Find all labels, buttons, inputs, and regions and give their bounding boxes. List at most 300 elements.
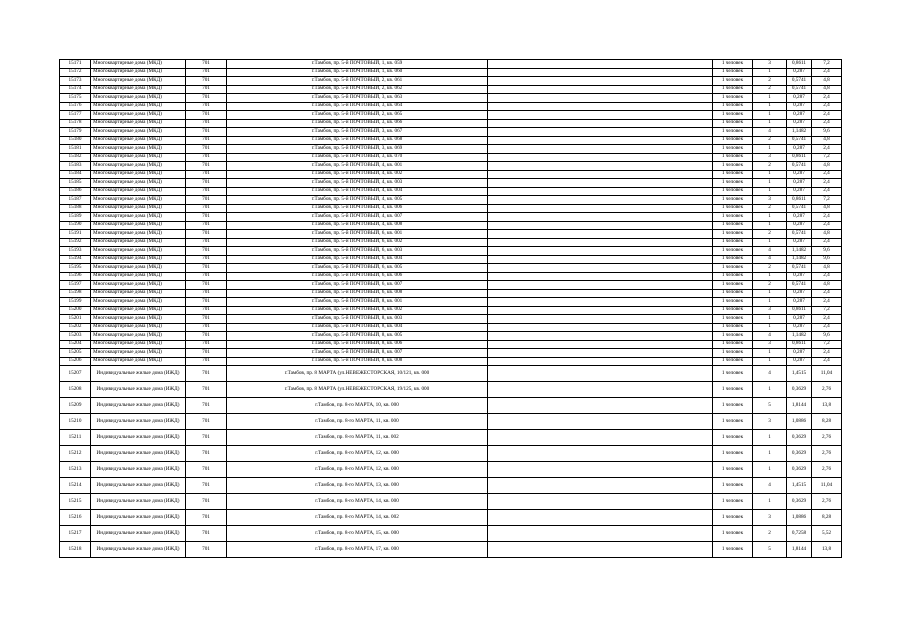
cell-code: 701 xyxy=(186,323,227,332)
cell-norm: 7,2 xyxy=(812,306,842,315)
cell-norm: 2,4 xyxy=(812,170,842,179)
cell-norm: 2,4 xyxy=(812,221,842,230)
table-row xyxy=(60,430,842,446)
cell-volume: 0,287 xyxy=(787,323,812,332)
cell-unit: 1 человек xyxy=(713,187,753,196)
cell-row-id: 15218 xyxy=(60,542,91,558)
cell-volume: 0,287 xyxy=(787,357,812,366)
cell-norm: 2,4 xyxy=(812,145,842,154)
cell-unit: 1 человек xyxy=(713,340,753,349)
cell-norm: 5,52 xyxy=(812,526,842,542)
cell-blank xyxy=(488,68,713,77)
cell-norm: 4,8 xyxy=(812,85,842,94)
cell-blank xyxy=(488,340,713,349)
cell-code: 701 xyxy=(186,446,227,462)
cell-blank xyxy=(488,289,713,298)
cell-residents: 4 xyxy=(753,366,787,382)
cell-building-type: Многоквартирные дома (МКД) xyxy=(91,323,186,332)
cell-norm: 7,2 xyxy=(812,340,842,349)
cell-address: г.Тамбов, пр. 5-й ПОЧТОВЫЙ, 2, кв. 065 xyxy=(227,111,488,120)
cell-residents: 1 xyxy=(753,462,787,478)
cell-code: 701 xyxy=(186,111,227,120)
cell-row-id: 15179 xyxy=(60,128,91,137)
cell-row-id: 15193 xyxy=(60,247,91,256)
cell-blank xyxy=(488,446,713,462)
cell-unit: 1 человек xyxy=(713,281,753,290)
table-row xyxy=(60,281,842,290)
cell-residents: 4 xyxy=(753,247,787,256)
cell-code: 701 xyxy=(186,187,227,196)
cell-blank xyxy=(488,323,713,332)
cell-code: 701 xyxy=(186,430,227,446)
cell-row-id: 15217 xyxy=(60,526,91,542)
cell-norm: 2,4 xyxy=(812,315,842,324)
table-row xyxy=(60,213,842,222)
cell-residents: 1 xyxy=(753,298,787,307)
cell-code: 701 xyxy=(186,298,227,307)
cell-row-id: 15186 xyxy=(60,187,91,196)
cell-norm: 2,4 xyxy=(812,187,842,196)
cell-unit: 1 человек xyxy=(713,306,753,315)
cell-unit: 1 человек xyxy=(713,94,753,103)
cell-building-type: Многоквартирные дома (МКД) xyxy=(91,162,186,171)
cell-norm: 11,04 xyxy=(812,366,842,382)
cell-blank xyxy=(488,510,713,526)
cell-address: г.Тамбов, пр. 5-й ПОЧТОВЫЙ, 3, кв. 063 xyxy=(227,94,488,103)
cell-row-id: 15171 xyxy=(60,60,91,69)
cell-volume: 0,7258 xyxy=(787,526,812,542)
cell-volume: 1,1482 xyxy=(787,128,812,137)
cell-building-type: Многоквартирные дома (МКД) xyxy=(91,281,186,290)
cell-residents: 1 xyxy=(753,94,787,103)
cell-volume: 0,3629 xyxy=(787,382,812,398)
table-row xyxy=(60,196,842,205)
cell-unit: 1 человек xyxy=(713,179,753,188)
cell-norm: 4,8 xyxy=(812,264,842,273)
cell-code: 701 xyxy=(186,478,227,494)
cell-residents: 3 xyxy=(753,306,787,315)
cell-building-type: Многоквартирные дома (МКД) xyxy=(91,306,186,315)
cell-norm: 2,4 xyxy=(812,213,842,222)
cell-residents: 2 xyxy=(753,204,787,213)
cell-unit: 1 человек xyxy=(713,60,753,69)
cell-volume: 0,287 xyxy=(787,289,812,298)
cell-row-id: 15201 xyxy=(60,315,91,324)
cell-building-type: Многоквартирные дома (МКД) xyxy=(91,196,186,205)
cell-volume: 0,287 xyxy=(787,272,812,281)
cell-norm: 4,8 xyxy=(812,204,842,213)
cell-residents: 1 xyxy=(753,323,787,332)
cell-residents: 4 xyxy=(753,332,787,341)
cell-unit: 1 человек xyxy=(713,136,753,145)
cell-norm: 2,76 xyxy=(812,430,842,446)
cell-row-id: 15208 xyxy=(60,382,91,398)
cell-blank xyxy=(488,247,713,256)
cell-unit: 1 человек xyxy=(713,119,753,128)
cell-blank xyxy=(488,494,713,510)
cell-row-id: 15177 xyxy=(60,111,91,120)
table-row xyxy=(60,349,842,358)
cell-code: 701 xyxy=(186,213,227,222)
cell-volume: 0,3629 xyxy=(787,494,812,510)
table-row xyxy=(60,111,842,120)
cell-residents: 3 xyxy=(753,196,787,205)
cell-residents: 1 xyxy=(753,213,787,222)
cell-norm: 4,8 xyxy=(812,230,842,239)
cell-row-id: 15172 xyxy=(60,68,91,77)
cell-blank xyxy=(488,111,713,120)
cell-unit: 1 человек xyxy=(713,213,753,222)
table-row xyxy=(60,60,842,69)
cell-code: 701 xyxy=(186,414,227,430)
cell-building-type: Многоквартирные дома (МКД) xyxy=(91,128,186,137)
cell-address: г.Тамбов, пр. 8-го МАРТА, 15, кв. 000 xyxy=(227,526,488,542)
cell-norm: 9,6 xyxy=(812,247,842,256)
cell-volume: 0,287 xyxy=(787,349,812,358)
cell-volume: 0,8611 xyxy=(787,340,812,349)
cell-unit: 1 человек xyxy=(713,382,753,398)
cell-residents: 1 xyxy=(753,68,787,77)
cell-blank xyxy=(488,119,713,128)
cell-blank xyxy=(488,145,713,154)
cell-code: 701 xyxy=(186,94,227,103)
cell-address: г.Тамбов, пр. 8-го МАРТА, 14, кв. 002 xyxy=(227,510,488,526)
cell-building-type: Индивидуальные жилые дома (ИЖД) xyxy=(91,398,186,414)
cell-residents: 5 xyxy=(753,398,787,414)
cell-blank xyxy=(488,128,713,137)
table-row xyxy=(60,179,842,188)
cell-address: г.Тамбов, пр. 5-й ПОЧТОВЫЙ, 1, кв. 059 xyxy=(227,60,488,69)
cell-address: г.Тамбов, пр. 5-й ПОЧТОВЫЙ, 8, кв. 007 xyxy=(227,349,488,358)
table-row xyxy=(60,323,842,332)
cell-code: 701 xyxy=(186,221,227,230)
cell-unit: 1 человек xyxy=(713,255,753,264)
cell-residents: 1 xyxy=(753,187,787,196)
table-row xyxy=(60,85,842,94)
cell-building-type: Индивидуальные жилые дома (ИЖД) xyxy=(91,510,186,526)
cell-norm: 8,28 xyxy=(812,510,842,526)
cell-address: г.Тамбов, пр. 5-й ПОЧТОВЫЙ, 3, кв. 066 xyxy=(227,119,488,128)
cell-address: г.Тамбов, пр. 8 МАРТА (ул.НЕВЕЖЕСТОРСКАЯ, 19/125, кв. 000 xyxy=(227,382,488,398)
cell-blank xyxy=(488,102,713,111)
data-table xyxy=(59,59,842,558)
cell-address: г.Тамбов, пр. 8-го МАРТА, 17, кв. 000 xyxy=(227,542,488,558)
cell-volume: 0,287 xyxy=(787,298,812,307)
table-row xyxy=(60,145,842,154)
cell-norm: 2,4 xyxy=(812,357,842,366)
table-row xyxy=(60,221,842,230)
cell-volume: 0,8611 xyxy=(787,306,812,315)
cell-residents: 1 xyxy=(753,221,787,230)
cell-address: г.Тамбов, пр. 5-й ПОЧТОВЫЙ, 4, кв. 002 xyxy=(227,170,488,179)
cell-volume: 0,5741 xyxy=(787,264,812,273)
cell-code: 701 xyxy=(186,162,227,171)
cell-blank xyxy=(488,264,713,273)
cell-volume: 1,8144 xyxy=(787,542,812,558)
cell-building-type: Многоквартирные дома (МКД) xyxy=(91,247,186,256)
cell-norm: 2,4 xyxy=(812,68,842,77)
cell-building-type: Многоквартирные дома (МКД) xyxy=(91,153,186,162)
cell-residents: 4 xyxy=(753,128,787,137)
cell-building-type: Многоквартирные дома (МКД) xyxy=(91,272,186,281)
cell-building-type: Многоквартирные дома (МКД) xyxy=(91,60,186,69)
cell-unit: 1 человек xyxy=(713,289,753,298)
table-row xyxy=(60,162,842,171)
cell-address: г.Тамбов, пр. 5-й ПОЧТОВЫЙ, 2, кв. 061 xyxy=(227,77,488,86)
cell-code: 701 xyxy=(186,68,227,77)
cell-address: г.Тамбов, пр. 5-й ПОЧТОВЫЙ, 8, кв. 004 xyxy=(227,323,488,332)
table-row xyxy=(60,382,842,398)
cell-blank xyxy=(488,221,713,230)
table-row xyxy=(60,187,842,196)
cell-unit: 1 человек xyxy=(713,357,753,366)
cell-building-type: Индивидуальные жилые дома (ИЖД) xyxy=(91,446,186,462)
cell-residents: 2 xyxy=(753,230,787,239)
cell-unit: 1 человек xyxy=(713,446,753,462)
cell-blank xyxy=(488,238,713,247)
cell-unit: 1 человек xyxy=(713,323,753,332)
table-row xyxy=(60,68,842,77)
table-row xyxy=(60,526,842,542)
cell-building-type: Многоквартирные дома (МКД) xyxy=(91,111,186,120)
cell-address: г.Тамбов, пр. 5-й ПОЧТОВЫЙ, 6, кв. 005 xyxy=(227,264,488,273)
cell-code: 701 xyxy=(186,264,227,273)
cell-code: 701 xyxy=(186,247,227,256)
cell-volume: 0,287 xyxy=(787,102,812,111)
cell-code: 701 xyxy=(186,153,227,162)
cell-building-type: Многоквартирные дома (МКД) xyxy=(91,264,186,273)
cell-residents: 1 xyxy=(753,446,787,462)
cell-volume: 0,287 xyxy=(787,315,812,324)
cell-building-type: Индивидуальные жилые дома (ИЖД) xyxy=(91,494,186,510)
cell-row-id: 15182 xyxy=(60,153,91,162)
cell-address: г.Тамбов, пр. 8 МАРТА (ул.НЕВЕЖЕСТОРСКАЯ, 10/121, кв. 000 xyxy=(227,366,488,382)
cell-unit: 1 человек xyxy=(713,298,753,307)
cell-address: г.Тамбов, пр. 5-й ПОЧТОВЫЙ, 6, кв. 002 xyxy=(227,238,488,247)
cell-row-id: 15192 xyxy=(60,238,91,247)
cell-blank xyxy=(488,349,713,358)
cell-unit: 1 человек xyxy=(713,526,753,542)
cell-building-type: Многоквартирные дома (МКД) xyxy=(91,94,186,103)
cell-code: 701 xyxy=(186,526,227,542)
cell-address: г.Тамбов, пр. 5-й ПОЧТОВЫЙ, 4, кв. 007 xyxy=(227,213,488,222)
cell-building-type: Многоквартирные дома (МКД) xyxy=(91,170,186,179)
cell-row-id: 15214 xyxy=(60,478,91,494)
cell-residents: 2 xyxy=(753,264,787,273)
cell-row-id: 15211 xyxy=(60,430,91,446)
cell-residents: 1 xyxy=(753,349,787,358)
cell-blank xyxy=(488,526,713,542)
cell-building-type: Многоквартирные дома (МКД) xyxy=(91,289,186,298)
cell-blank xyxy=(488,281,713,290)
cell-unit: 1 человек xyxy=(713,366,753,382)
table-row xyxy=(60,247,842,256)
cell-residents: 1 xyxy=(753,179,787,188)
cell-norm: 2,4 xyxy=(812,349,842,358)
cell-residents: 1 xyxy=(753,119,787,128)
cell-volume: 0,5741 xyxy=(787,281,812,290)
cell-address: г.Тамбов, пр. 5-й ПОЧТОВЫЙ, 8, кв. 003 xyxy=(227,315,488,324)
cell-building-type: Многоквартирные дома (МКД) xyxy=(91,77,186,86)
cell-code: 701 xyxy=(186,204,227,213)
cell-residents: 1 xyxy=(753,315,787,324)
cell-code: 701 xyxy=(186,357,227,366)
cell-code: 701 xyxy=(186,102,227,111)
cell-address: г.Тамбов, пр. 5-й ПОЧТОВЫЙ, 8, кв. 005 xyxy=(227,332,488,341)
cell-unit: 1 человек xyxy=(713,128,753,137)
cell-row-id: 15173 xyxy=(60,77,91,86)
cell-blank xyxy=(488,414,713,430)
cell-unit: 1 человек xyxy=(713,196,753,205)
cell-unit: 1 человек xyxy=(713,494,753,510)
cell-volume: 0,287 xyxy=(787,170,812,179)
table-row xyxy=(60,102,842,111)
cell-volume: 0,3629 xyxy=(787,462,812,478)
cell-address: г.Тамбов, пр. 5-й ПОЧТОВЫЙ, 4, кв. 003 xyxy=(227,179,488,188)
cell-unit: 1 человек xyxy=(713,85,753,94)
cell-row-id: 15194 xyxy=(60,255,91,264)
cell-address: г.Тамбов, пр. 5-й ПОЧТОВЫЙ, 4, кв. 006 xyxy=(227,204,488,213)
table-row xyxy=(60,332,842,341)
cell-row-id: 15197 xyxy=(60,281,91,290)
cell-address: г.Тамбов, пр. 5-й ПОЧТОВЫЙ, 6, кв. 003 xyxy=(227,247,488,256)
cell-blank xyxy=(488,153,713,162)
table-row xyxy=(60,542,842,558)
cell-norm: 9,6 xyxy=(812,128,842,137)
cell-norm: 9,6 xyxy=(812,255,842,264)
cell-code: 701 xyxy=(186,462,227,478)
cell-unit: 1 человек xyxy=(713,430,753,446)
table-row xyxy=(60,136,842,145)
cell-blank xyxy=(488,170,713,179)
cell-volume: 0,287 xyxy=(787,94,812,103)
cell-code: 701 xyxy=(186,145,227,154)
cell-row-id: 15185 xyxy=(60,179,91,188)
cell-code: 701 xyxy=(186,366,227,382)
cell-unit: 1 человек xyxy=(713,398,753,414)
cell-row-id: 15215 xyxy=(60,494,91,510)
cell-volume: 0,8611 xyxy=(787,60,812,69)
cell-volume: 0,287 xyxy=(787,238,812,247)
cell-blank xyxy=(488,332,713,341)
cell-building-type: Многоквартирные дома (МКД) xyxy=(91,179,186,188)
cell-address: г.Тамбов, пр. 5-й ПОЧТОВЫЙ, 3, кв. 070 xyxy=(227,153,488,162)
cell-code: 701 xyxy=(186,382,227,398)
cell-unit: 1 человек xyxy=(713,414,753,430)
cell-residents: 1 xyxy=(753,289,787,298)
cell-residents: 2 xyxy=(753,281,787,290)
cell-unit: 1 человек xyxy=(713,111,753,120)
cell-address: г.Тамбов, пр. 5-й ПОЧТОВЫЙ, 6, кв. 004 xyxy=(227,255,488,264)
cell-building-type: Многоквартирные дома (МКД) xyxy=(91,102,186,111)
cell-code: 701 xyxy=(186,238,227,247)
cell-residents: 1 xyxy=(753,102,787,111)
cell-row-id: 15174 xyxy=(60,85,91,94)
cell-code: 701 xyxy=(186,289,227,298)
cell-code: 701 xyxy=(186,170,227,179)
cell-volume: 0,287 xyxy=(787,119,812,128)
cell-residents: 1 xyxy=(753,111,787,120)
cell-residents: 1 xyxy=(753,170,787,179)
cell-volume: 1,8144 xyxy=(787,398,812,414)
cell-volume: 0,5741 xyxy=(787,162,812,171)
cell-blank xyxy=(488,255,713,264)
cell-unit: 1 человек xyxy=(713,162,753,171)
cell-address: г.Тамбов, пр. 5-й ПОЧТОВЫЙ, 3, кв. 068 xyxy=(227,136,488,145)
cell-code: 701 xyxy=(186,85,227,94)
table-row xyxy=(60,230,842,239)
cell-norm: 13,8 xyxy=(812,542,842,558)
cell-address: г.Тамбов, пр. 5-й ПОЧТОВЫЙ, 6, кв. 008 xyxy=(227,289,488,298)
cell-address: г.Тамбов, пр. 8-го МАРТА, 12, кв. 000 xyxy=(227,446,488,462)
cell-row-id: 15216 xyxy=(60,510,91,526)
cell-unit: 1 человек xyxy=(713,170,753,179)
cell-volume: 1,1482 xyxy=(787,255,812,264)
cell-row-id: 15213 xyxy=(60,462,91,478)
cell-blank xyxy=(488,77,713,86)
cell-building-type: Многоквартирные дома (МКД) xyxy=(91,357,186,366)
cell-address: г.Тамбов, пр. 5-й ПОЧТОВЫЙ, 6, кв. 006 xyxy=(227,272,488,281)
cell-blank xyxy=(488,60,713,69)
cell-unit: 1 человек xyxy=(713,77,753,86)
cell-blank xyxy=(488,272,713,281)
cell-residents: 3 xyxy=(753,414,787,430)
cell-volume: 0,5741 xyxy=(787,77,812,86)
table-row xyxy=(60,357,842,366)
cell-norm: 4,8 xyxy=(812,136,842,145)
cell-row-id: 15183 xyxy=(60,162,91,171)
cell-norm: 11,04 xyxy=(812,478,842,494)
cell-volume: 0,287 xyxy=(787,187,812,196)
table-row xyxy=(60,298,842,307)
cell-volume: 0,287 xyxy=(787,213,812,222)
cell-address: г.Тамбов, пр. 5-й ПОЧТОВЫЙ, 2, кв. 062 xyxy=(227,85,488,94)
cell-residents: 4 xyxy=(753,255,787,264)
cell-volume: 0,287 xyxy=(787,221,812,230)
cell-address: г.Тамбов, пр. 8-го МАРТА, 11, кв. 002 xyxy=(227,430,488,446)
cell-norm: 2,4 xyxy=(812,94,842,103)
table-row xyxy=(60,77,842,86)
cell-residents: 3 xyxy=(753,340,787,349)
cell-building-type: Многоквартирные дома (МКД) xyxy=(91,332,186,341)
cell-row-id: 15203 xyxy=(60,332,91,341)
cell-norm: 2,4 xyxy=(812,179,842,188)
cell-row-id: 15178 xyxy=(60,119,91,128)
cell-blank xyxy=(488,382,713,398)
cell-row-id: 15206 xyxy=(60,357,91,366)
cell-volume: 0,5741 xyxy=(787,85,812,94)
cell-address: г.Тамбов, пр. 8-го МАРТА, 13, кв. 000 xyxy=(227,478,488,494)
cell-address: г.Тамбов, пр. 5-й ПОЧТОВЫЙ, 3, кв. 064 xyxy=(227,102,488,111)
table-row xyxy=(60,478,842,494)
cell-code: 701 xyxy=(186,315,227,324)
cell-code: 701 xyxy=(186,542,227,558)
table-row xyxy=(60,446,842,462)
cell-unit: 1 человек xyxy=(713,264,753,273)
cell-blank xyxy=(488,85,713,94)
cell-unit: 1 человек xyxy=(713,315,753,324)
cell-row-id: 15195 xyxy=(60,264,91,273)
cell-residents: 3 xyxy=(753,60,787,69)
cell-norm: 7,2 xyxy=(812,60,842,69)
cell-unit: 1 человек xyxy=(713,221,753,230)
cell-row-id: 15199 xyxy=(60,298,91,307)
table-row xyxy=(60,119,842,128)
cell-row-id: 15196 xyxy=(60,272,91,281)
table-row xyxy=(60,238,842,247)
cell-unit: 1 человек xyxy=(713,68,753,77)
cell-blank xyxy=(488,179,713,188)
